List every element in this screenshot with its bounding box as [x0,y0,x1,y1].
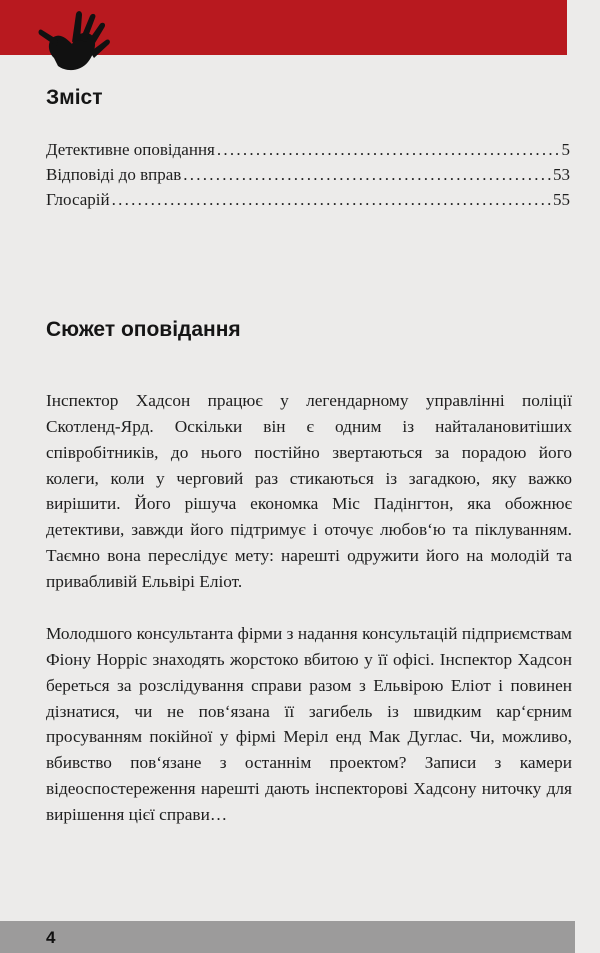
toc-entry-label: Глосарій [46,190,110,209]
toc-title: Зміст [46,86,103,109]
toc-entry[interactable] [46,137,570,162]
page-number: 4 [46,928,56,947]
story-paragraph: Інспектор Хадсон працює у легендарному управлінні поліції Скотленд-Ярд. Оскільки він є одним із найталановитіших співробітників, до нього постійно звертаються за порадою його колеги, коли у черговий раз стикаються із загадкою, яку важко вирішити. Його рішуча економка Міс Падінгтон, яка обожнює детективи, завжди його підтримує і оточує любов‘ю та піклуванням. Таємно вона переслідує мету: нарешті одружити його на молодій та привабливій Ельвірі Еліот. [46,391,572,591]
toc-entry-label: Детективне оповідання [46,140,215,159]
toc-entry-page: 5 [561,140,570,159]
toc-entry-label: Відповіді до вправ [46,165,182,184]
toc-entry[interactable] [46,187,570,212]
toc-leader-dots [183,162,551,187]
section-title: Сюжет оповідання [46,318,241,341]
toc-entry[interactable] [46,162,570,187]
toc-entry-page: 53 [553,165,570,184]
toc-entry-page: 55 [553,190,570,209]
footer-gray-band [0,921,575,953]
story-paragraph: Молодшого консультанта фірми з надання консультацій підприємствам Фіону Норріс знаходять жорстоко вбитою у її офісі. Інспектор Хадсон береться за розслідування справи разом з Ельвірою Еліот і повинен дізнатися, чи не пов‘язана її загибель із швидким кар‘єрним просуванням покійної у фірмі Меріл енд Мак Дуглас. Чи, можливо, вбивство пов‘язане з останнім проектом? Записи з камери відеоспостереження нарешті дають інспекторові Хадсону ниточку для вирішення цієї справи… [46,624,572,824]
toc-leader-dots [217,137,560,162]
table-of-contents [46,137,570,212]
toc-leader-dots [112,187,551,212]
handprint-icon [36,6,116,82]
